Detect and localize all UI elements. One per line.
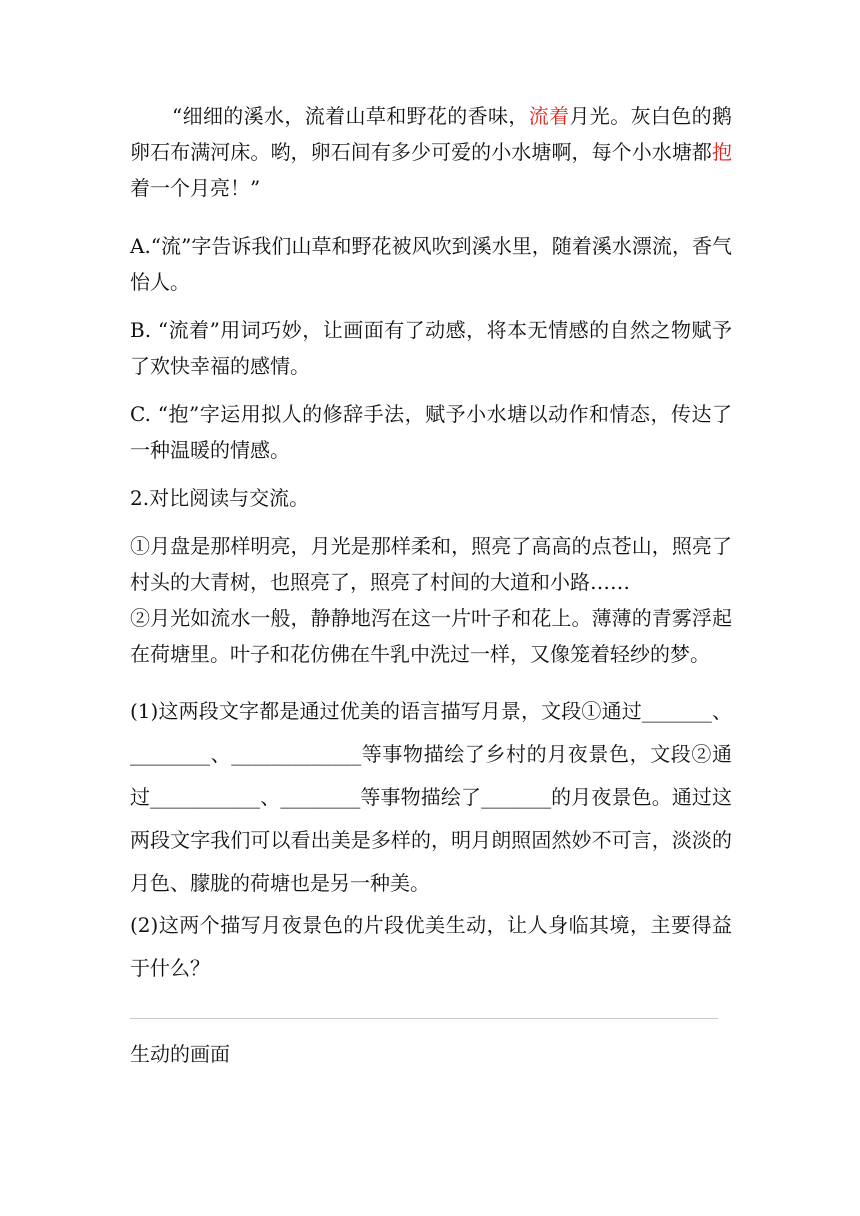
- quote-text-3: 着一个月亮！”: [130, 176, 261, 200]
- option-c: C. “抱”字运用拟人的修辞手法，赋予小水塘以动作和情态，传达了一种温暖的情感。: [130, 402, 732, 462]
- sub-question-2: (2)这两个描写月夜景色的片段优美生动，让人身临其境，主要得益于什么？: [130, 913, 732, 980]
- sub-question-1: [130, 690, 732, 905]
- sub1-text-d: 的月夜景色。通过这两段文字我们可以看出美是多样的，明月朗照固然妙不可言，淡淡的月色、朦胧的荷塘也是另一种美。: [130, 785, 733, 895]
- quote-text-1: “细细的溪水，流着山草和野花的香味，: [172, 104, 529, 128]
- blank-2[interactable]: ________: [130, 742, 210, 766]
- highlight-bao: 抱: [712, 140, 732, 164]
- blank-4[interactable]: ___________: [150, 785, 261, 809]
- blank-3[interactable]: _____________: [231, 742, 362, 766]
- sub1-sep-3: 、: [260, 785, 281, 809]
- sub1-sep-2: 、: [210, 742, 232, 766]
- blank-5[interactable]: ________: [280, 785, 361, 809]
- quote-text-2: 月光。灰白色的鹅卵石布满河床。哟，卵石间有多少可爱的小水塘啊，每个小水塘都: [130, 104, 733, 164]
- blank-6[interactable]: _______: [481, 785, 552, 809]
- question-2-title: 2.对比阅读与交流。: [130, 486, 310, 510]
- option-b: B. “流着”用词巧妙，让画面有了动感，将本无情感的自然之物赋予了欢快幸福的感情。: [130, 318, 732, 378]
- sub1-sep-1: 、: [711, 699, 732, 723]
- highlight-liuzhe: 流着: [528, 104, 570, 128]
- passage-1: ①月盘是那样明亮，月光是那样柔和，照亮了高高的点苍山，照亮了村头的大青树，也照亮了，照亮了村间的大道和小路……: [130, 534, 732, 594]
- blank-1[interactable]: _______: [641, 699, 712, 723]
- sub1-text-b: 等事物描绘了乡村的月夜景色，文段②通过: [130, 742, 733, 809]
- passage-2: ②月光如流水一般，静静地泻在这一片叶子和花上。薄薄的青雾浮起在荷塘里。叶子和花仿佛在牛乳中洗过一样，又像笼着轻纱的梦。: [130, 606, 732, 666]
- sub1-text-c: 等事物描绘了: [360, 785, 482, 809]
- answer-text: 生动的画面: [130, 1042, 230, 1066]
- quote-paragraph: [130, 98, 732, 206]
- answer-divider: [130, 1018, 718, 1019]
- option-a: A.“流”字告诉我们山草和野花被风吹到溪水里，随着溪水漂流，香气怡人。: [130, 234, 732, 294]
- sub1-text-a: (1)这两段文字都是通过优美的语言描写月景，文段①通过: [130, 699, 642, 723]
